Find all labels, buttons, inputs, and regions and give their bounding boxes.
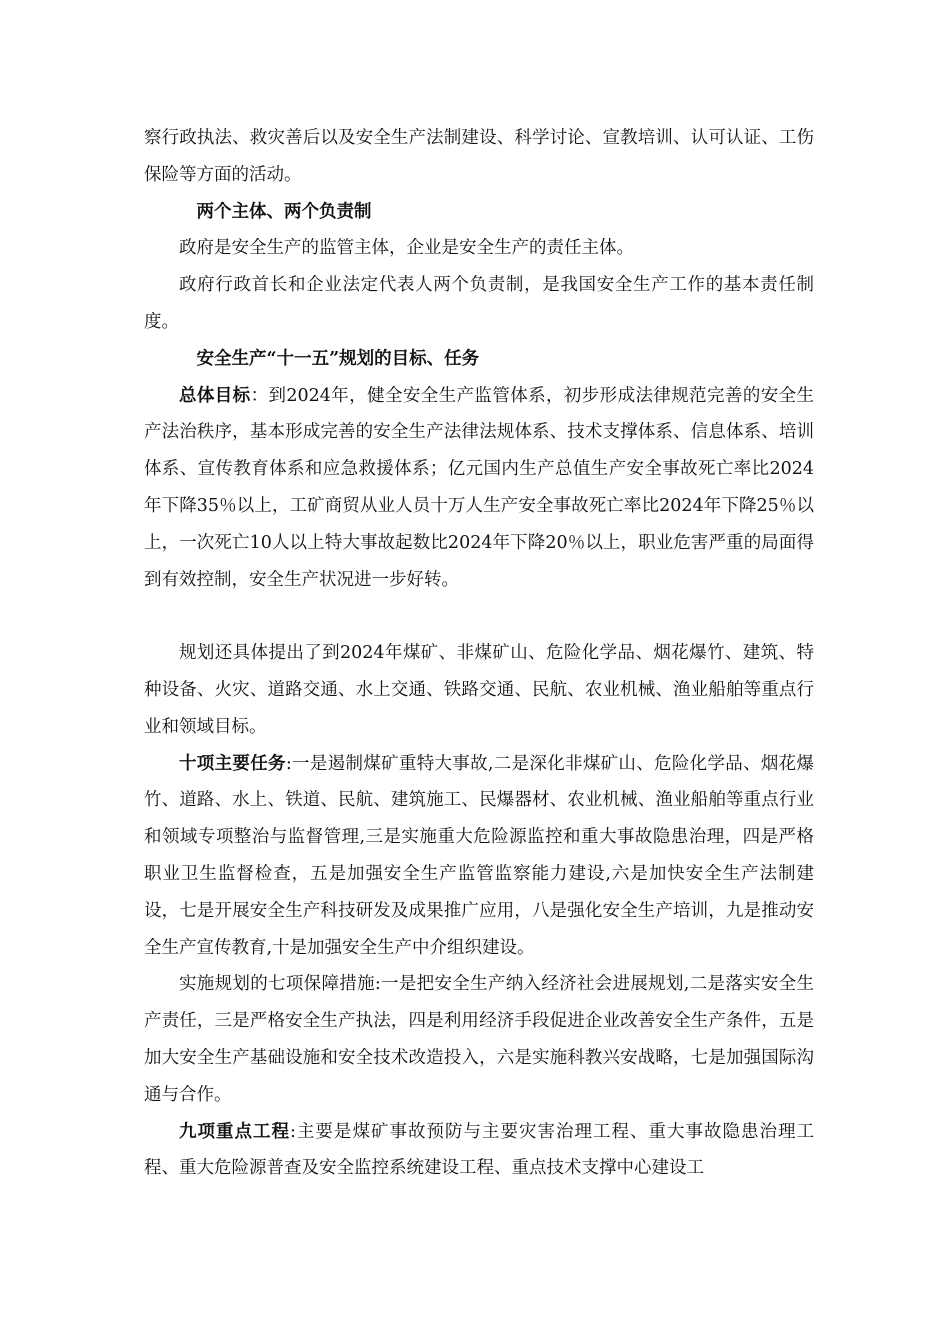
- paragraph-ten-tasks: [144, 746, 814, 967]
- paragraph-nine-projects: [144, 1114, 814, 1188]
- paragraph-continuation: 察行政执法、救灾善后以及安全生产法制建设、科学讨论、宣教培训、认可认证、工伤保险等方面的活动。: [144, 128, 814, 185]
- document-body: [144, 120, 814, 1187]
- section-heading-two-subjects: 两个主体、两个负责制: [196, 201, 372, 222]
- paragraph-industry-goals: 规划还具体提出了到2024年煤矿、非煤矿山、危险化学品、烟花爆竹、建筑、特种设备、火灾、道路交通、水上交通、铁路交通、民航、农业机械、渔业船舶等重点行业和领域目标。: [144, 643, 814, 737]
- ten-tasks-label: 十项主要任务: [179, 753, 286, 774]
- nine-projects-text: :主要是煤矿事故预防与主要灾害治理工程、重大事故隐患治理工程、重大危险源普查及安全监控系统建设工程、重点技术支撑中心建设工: [144, 1121, 815, 1179]
- paragraph-overall-goal: [144, 378, 814, 599]
- paragraph-seven-measures: 实施规划的七项保障措施:一是把安全生产纳入经济社会进展规划,二是落实安全生产责任，三是严格安全生产执法，四是利用经济手段促进企业改善安全生产条件，五是加大安全生产基础设施和安全技术改造投入，六是实施科教兴安战略，七是加强国际沟通与合作。: [144, 974, 814, 1105]
- overall-goal-text: ：到2024年，健全安全生产监管体系，初步形成法律规范完善的安全生产法治秩序，基本形成完善的安全生产法律法规体系、技术支撑体系、信息体系、培训体系、宣传教育体系和应急救援体系；亿元国内生产总值生产安全事故死亡率比2024年下降35％以上，工矿商贸从业人员十万人生产安全事故死亡率比2024年下降25％以上，一次死亡10人以上特大事故起数比2024年下降20％以上，职业危害严重的局面得到有效控制，安全生产状况进一步好转。: [144, 385, 814, 590]
- section-heading-five-year-plan: 安全生产“十一五”规划的目标、任务: [196, 348, 480, 369]
- paragraph-responsibility: 政府行政首长和企业法定代表人两个负责制，是我国安全生产工作的基本责任制度。: [144, 275, 814, 332]
- ten-tasks-text: :一是遏制煤矿重特大事故,二是深化非煤矿山、危险化学品、烟花爆竹、道路、水上、铁道、民航、建筑施工、民爆器材、农业机械、渔业船舶等重点行业和领域专项整治与监督管理,三是实施重大危险源监控和重大事故隐患治理，四是严格职业卫生监督检查，五是加强安全生产监管监察能力建设,六是加快安全生产法制建设，七是开展安全生产科技研发及成果推广应用，八是强化安全生产培训，九是推动安全生产宣传教育,十是加强安全生产中介组织建设。: [144, 753, 814, 958]
- nine-projects-label: 九项重点工程: [179, 1121, 291, 1142]
- paragraph-subjects: 政府是安全生产的监管主体，企业是安全生产的责任主体。: [179, 238, 634, 259]
- overall-goal-label: 总体目标: [179, 385, 251, 406]
- paragraph-spacer: [144, 598, 814, 635]
